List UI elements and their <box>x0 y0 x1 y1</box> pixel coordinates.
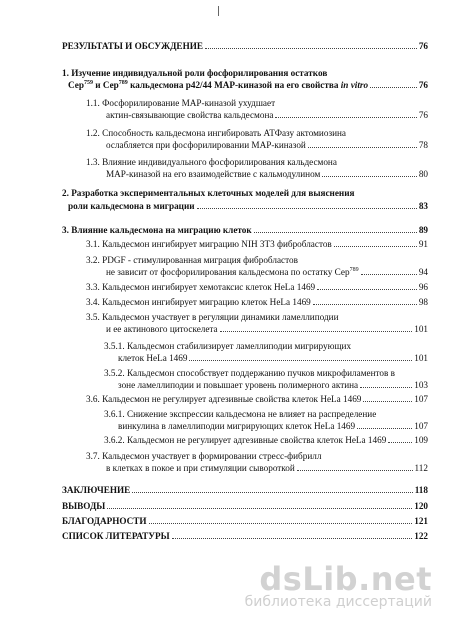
dot-leader <box>322 176 416 177</box>
toc-page-number: 112 <box>414 463 428 473</box>
toc-page-number: 120 <box>414 501 428 511</box>
toc-page-number: 109 <box>414 435 428 445</box>
toc-entry-title: зоне ламеллиподии и повышает уровень полимерного актина <box>118 380 359 390</box>
toc-page-number: 91 <box>418 239 428 249</box>
toc-page-number: 98 <box>418 297 428 307</box>
toc-page-number: 89 <box>418 225 428 235</box>
toc-entry-subsection-3-3[interactable] <box>86 281 428 293</box>
toc-entry-subsection-1-2[interactable] <box>106 139 428 151</box>
toc-entry-title <box>106 266 359 278</box>
toc-entry-title: винкулина в ламеллиподии мигрирующих клеток HeLa 1469 <box>118 421 356 431</box>
dot-leader <box>297 470 413 471</box>
toc-entry-references[interactable] <box>62 530 428 542</box>
dot-leader <box>357 428 412 429</box>
toc-entry-subsection-3-4[interactable] <box>86 296 428 308</box>
text-part: и Сер <box>92 80 119 90</box>
toc-entry-findings[interactable] <box>62 500 428 512</box>
toc-entry-subsection-3-5-2[interactable] <box>118 379 428 391</box>
dot-leader <box>220 331 413 332</box>
watermark-subtitle: библиотека диссертаций <box>244 594 432 610</box>
toc-entry-title: МАР-киназой на его взаимодействие с кальмодулином <box>106 169 321 179</box>
toc-entry-title: 3.4. Кальдесмон ингибирует миграцию клеток HeLa 1469 <box>86 297 311 307</box>
toc-section-1-line-1: 1. Изучение индивидуальной роли фосфорилирования остатков <box>62 68 328 78</box>
toc-entry-title: 3.3. Кальдесмон ингибирует хемотаксис клеток HeLa 1469 <box>86 282 316 292</box>
toc-entry-subsection-3-6-1[interactable] <box>118 420 428 432</box>
toc-entry-section-1[interactable] <box>68 79 428 91</box>
toc-page-number: 76 <box>418 110 428 120</box>
toc-page-number: 76 <box>418 80 428 90</box>
dot-leader <box>308 147 417 148</box>
toc-page-number: 101 <box>414 324 428 334</box>
toc-page-number: 122 <box>414 531 428 541</box>
toc-entry-subsection-1-3[interactable] <box>106 168 428 180</box>
toc-entry-title <box>68 79 368 91</box>
toc-entry-subsection-3-5-1[interactable] <box>118 352 428 364</box>
toc-subsection-1-1-line-1: 1.1. Фосфорилирование МАР-киназой ухудшает <box>86 98 276 108</box>
toc-page-number: 107 <box>414 421 428 431</box>
toc-entry-title: 3.6.2. Кальдесмон не регулирует адгезивные свойства клеток HeLa 1469 <box>104 435 387 445</box>
watermark-logo: dsLib.net <box>259 560 432 598</box>
toc-entry-title: в клетках в покое и при стимуляции сывороткой <box>106 463 295 473</box>
dot-leader <box>189 360 412 361</box>
toc-page-number: 118 <box>414 485 428 495</box>
toc-subsection-3-7-line-1: 3.7. Кальдесмон участвует в формировании стресс-фибрилл <box>86 451 322 461</box>
toc-entry-title: СПИСОК ЛИТЕРАТУРЫ <box>62 531 170 541</box>
text-part: Сер <box>68 80 84 90</box>
toc-entry-conclusion[interactable] <box>62 484 428 496</box>
toc-entry-title: актин-связывающие свойства кальдесмона <box>106 110 274 120</box>
toc-entry-title: и ее актинового цитоскелета <box>106 324 218 334</box>
toc-page-number: 78 <box>418 140 428 150</box>
dot-leader <box>317 289 417 290</box>
dot-leader <box>132 492 412 493</box>
toc-entry-title: ослабляется при фосфорилировании МАР-киназой <box>106 140 306 150</box>
dot-leader <box>172 538 413 539</box>
toc-subsection-3-6-1-line-1: 3.6.1. Снижение экспрессии кальдесмона не влияет на распределение <box>104 409 377 419</box>
toc-subsection-3-5-1-line-1: 3.5.1. Кальдесмон стабилизирует ламеллиподии мигрирующих <box>104 341 352 351</box>
toc-entry-section-3[interactable] <box>62 224 428 236</box>
toc-entry-subsection-3-6[interactable] <box>86 393 428 405</box>
toc-entry-title: ВЫВОДЫ <box>62 501 106 511</box>
toc-entry-section-2[interactable] <box>68 200 428 212</box>
dot-leader <box>197 208 417 209</box>
toc-entry-title: 3.1. Кальдесмон ингибирует миграцию NIH 3T3 фибробластов <box>86 239 332 249</box>
toc-entry-title: роли кальдесмона в миграции <box>68 201 195 211</box>
toc-page-number: 103 <box>414 380 428 390</box>
toc-subsection-3-2-line-1: 3.2. PDGF - стимулированная миграция фибробластов <box>86 255 298 265</box>
toc-page-number: 76 <box>418 41 428 51</box>
dot-leader <box>360 387 412 388</box>
dot-leader <box>334 246 417 247</box>
toc-entry-subsection-3-6-2[interactable] <box>104 434 428 446</box>
italic-text: in vitro <box>340 80 369 90</box>
toc-page-number: 107 <box>414 394 428 404</box>
text-part: не зависит от фосфорилирования кальдесмона по остатку Сер <box>106 267 350 277</box>
toc-entry-results[interactable] <box>62 40 428 52</box>
dot-leader <box>370 87 417 88</box>
dot-leader <box>149 523 413 524</box>
superscript: 759 <box>83 80 93 86</box>
toc-entry-title: ЗАКЛЮЧЕНИЕ <box>62 485 131 495</box>
toc-entry-subsection-3-7[interactable] <box>106 462 428 474</box>
toc-page-number: 83 <box>418 201 428 211</box>
toc-subsection-3-5-2-line-1: 3.5.2. Кальдесмон способствует поддержанию пучков микрофиламентов в <box>104 368 395 378</box>
dot-leader <box>361 274 417 275</box>
toc-entry-acknowledgements[interactable] <box>62 515 428 527</box>
toc-section-2-line-1: 2. Разработка экспериментальных клеточных моделей для выяснения <box>62 188 355 198</box>
toc-page-number: 94 <box>418 267 428 277</box>
superscript: 789 <box>349 267 359 273</box>
dot-leader <box>107 508 412 509</box>
toc-page-number: 121 <box>414 516 428 526</box>
toc-entry-title: БЛАГОДАРНОСТИ <box>62 516 147 526</box>
dot-leader <box>254 232 417 233</box>
toc-subsection-3-5-line-1: 3.5. Кальдесмон участвует в регуляции динамики ламеллиподии <box>86 312 339 322</box>
toc-entry-title: 3. Влияние кальдесмона на миграцию клеток <box>62 225 252 235</box>
dot-leader <box>388 442 412 443</box>
dot-leader <box>205 48 417 49</box>
dot-leader <box>363 401 412 402</box>
text-part: кальдесмона р42/44 МАР-киназой на его свойства <box>127 80 341 90</box>
toc-entry-subsection-3-2[interactable] <box>106 266 428 278</box>
dot-leader <box>275 117 416 118</box>
toc-entry-title: клеток HeLa 1469 <box>118 353 188 363</box>
toc-entry-subsection-3-1[interactable] <box>86 238 428 250</box>
toc-page-number: 80 <box>418 169 428 179</box>
toc-page-number: 101 <box>414 353 428 363</box>
toc-entry-title: РЕЗУЛЬТАТЫ И ОБСУЖДЕНИЕ <box>62 41 203 51</box>
toc-entry-title: 3.6. Кальдесмон не регулирует адгезивные свойства клеток HeLa 1469 <box>86 394 362 404</box>
toc-subsection-1-3-line-1: 1.3. Влияние индивидуального фосфорилирования кальдесмона <box>86 157 337 167</box>
toc-entry-subsection-3-5[interactable] <box>106 323 428 335</box>
toc-page-number: 96 <box>418 282 428 292</box>
watermark <box>245 560 432 610</box>
superscript: 789 <box>118 80 128 86</box>
toc-entry-subsection-1-1[interactable] <box>106 109 428 121</box>
scan-mark <box>218 6 219 16</box>
dot-leader <box>313 304 417 305</box>
toc-subsection-1-2-line-1: 1.2. Способность кальдесмона ингибировать АТФазу актомиозина <box>86 128 346 138</box>
